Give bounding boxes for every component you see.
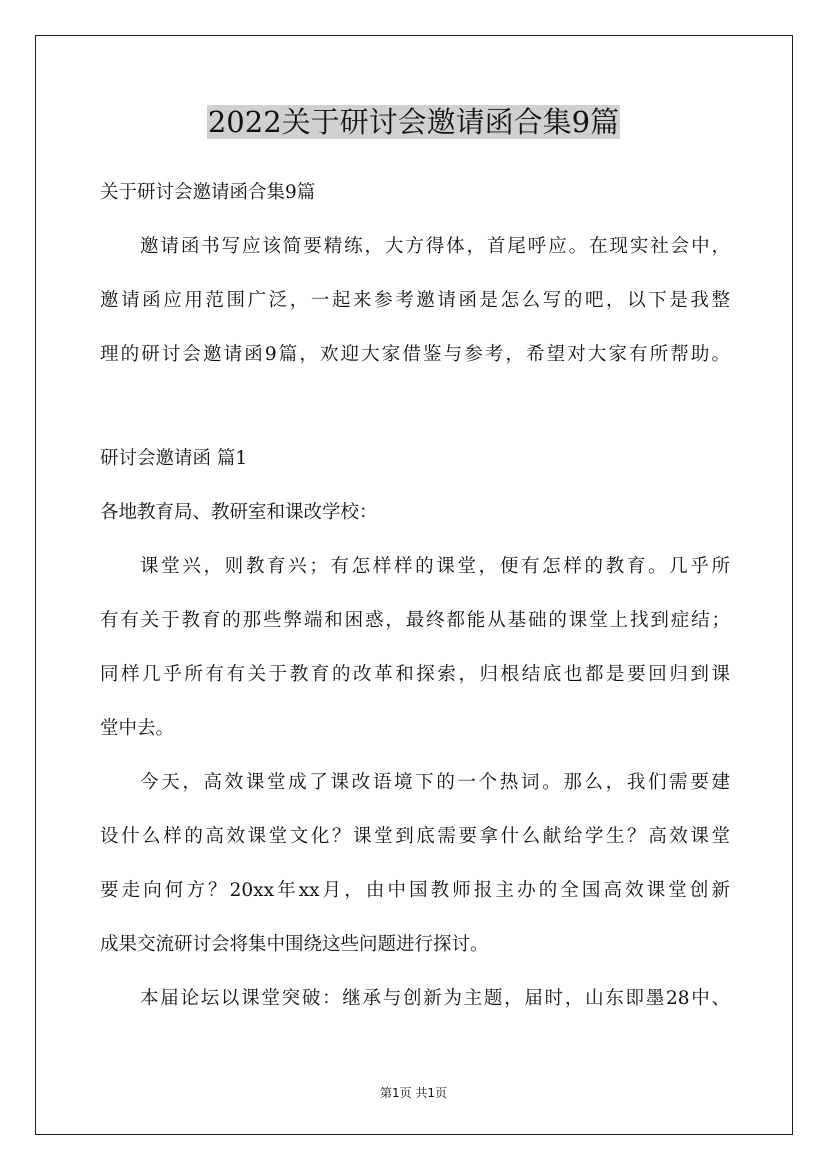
salutation: 各地教育局、教研室和课改学校：: [100, 502, 378, 523]
document-title-wrap: [0, 102, 827, 142]
intro-line: 邀请函应用范围广泛，一起来参考邀请函是怎么写的吧，以下是我整: [100, 290, 730, 311]
para1-line: 同样几乎所有有关于教育的改革和探索，归根结底也都是要回归到课: [100, 664, 730, 685]
para1-line: 有有关于教育的那些弊端和困惑，最终都能从基础的课堂上找到症结；: [100, 610, 730, 631]
para1-line: 堂中去。: [100, 718, 175, 739]
para2-line: 今天，高效课堂成了课改语境下的一个热词。那么，我们需要建: [140, 772, 730, 793]
para1-line: 课堂兴，则教育兴；有怎样样的课堂，便有怎样的教育。几乎所: [140, 556, 730, 577]
document-body: [100, 175, 730, 1017]
intro-line: 邀请函书写应该简要精练，大方得体，首尾呼应。在现实社会中，: [140, 236, 730, 257]
section-heading: 研讨会邀请函 篇1: [100, 448, 248, 469]
para2-line: 设什么样的高效课堂文化？课堂到底需要拿什么献给学生？高效课堂: [100, 826, 730, 847]
intro-line: 理的研讨会邀请函9篇，欢迎大家借鉴与参考，希望对大家有所帮助。: [100, 344, 730, 365]
para2-line: 要走向何方？20xx年xx月，由中国教师报主办的全国高效课堂创新: [100, 880, 730, 901]
subtitle: 关于研讨会邀请函合集9篇: [100, 182, 316, 203]
para3-line: 本届论坛以课堂突破：继承与创新为主题，届时，山东即墨28中、: [140, 988, 730, 1009]
document-title: 2022关于研讨会邀请函合集9篇: [207, 105, 620, 139]
para2-line: 成果交流研讨会将集中围绕这些问题进行探讨。: [100, 934, 489, 955]
page-footer: 第1页 共1页: [379, 1086, 448, 1100]
